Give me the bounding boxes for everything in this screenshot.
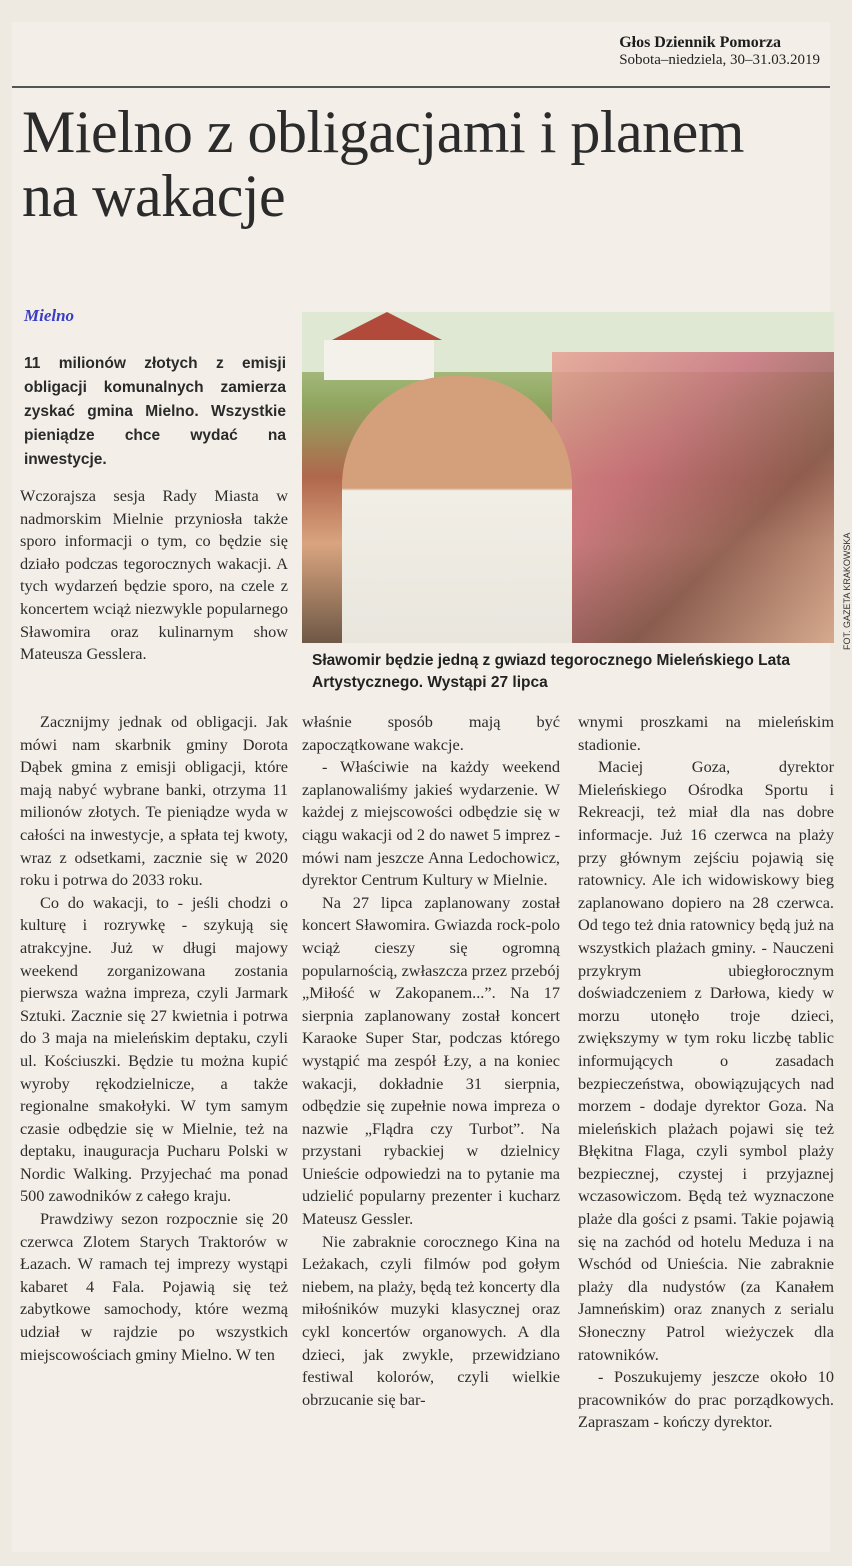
article-paragraph: Zacznijmy jednak od obligacji. Jak mówi nam skarbnik gminy Dorota Dąbek gmina z emisji obligacji, które mają nabyć wybrane banki, otrzyma 11 milionów złotych. Te pieniądze wyda w całości na inwestycje, a spłata tej kwoty, wraz z odsetkami, zacznie się w 2020 roku i potrwa do 2033 roku. [20,712,288,890]
photo-house-roof [332,312,442,340]
photo-credit: FOT. GAZETA KRAKOWSKA [842,532,852,650]
column-1-intro [20,485,288,666]
article-paragraph: Nie zabraknie corocznego Kina na Leżakach, czyli filmów pod gołym niebem, na plaży, będą też koncerty dla miłośników muzyki klasycznej oraz cykl koncertów organowych. A dla dzieci, jak zwykle, przewidziano festiwal kolorów, czyli wielkie obrzucanie się bar- [302,1231,560,1409]
article-paragraph: właśnie sposób mają być zapoczątkowane wakcje. [302,712,560,754]
photo-house [324,340,434,380]
issue-date: Sobota–niedziela, 30–31.03.2019 [619,52,820,68]
article-paragraph: Wczorajsza sesja Rady Miasta w nadmorskim Mielnie przyniosła także sporo informacji o tym, co będzie się działo podczas tegorocznych wakacji. A tych wydarzeń będzie sporo, na czele z koncertem wciąż niezwykle popularnego Sławomira oraz kulinarnym show Mateusza Gesslera. [20,486,288,664]
column-1 [20,711,288,1366]
article-paragraph: Prawdziwy sezon rozpocznie się 20 czerwca Zlotem Starych Traktorów w Łazach. W ramach tej imprezy wystąpi kabaret 4 Fala. Pojawią się też zabytkowe samochody, które wezmą udział w rajdzie po wszystkich miejscowościach gminy Mielno. W ten [20,1209,288,1364]
column-3 [578,711,834,1434]
photo-caption: Sławomir będzie jedną z gwiazd tegorocznego Mieleńskiego Lata Artystycznego. Wystąpi 27 lipca [312,652,791,691]
newspaper-name: Głos Dziennik Pomorza [619,34,781,51]
article-paragraph: Co do wakacji, to - jeśli chodzi o kulturę i rozrywkę - szykują się atrakcyjne. Już w długi majowy weekend zorganizowana zostania pierwsza ważna impreza, czyli Jarmark Sztuki. Zacznie się 27 kwietnia i potrwa do 3 maja na mieleńskim deptaku, czyli ul. Kościuszki. Będzie tu można kupić wyroby rękodzielnicze, a także regionalne smakołyki. W tym samym czasie odbędzie się w Mielnie, też na deptaku, inauguracja Pucharu Polski w Nordic Walking. Przyjechać ma ponad 500 zawodników z całego kraju. [20,892,288,1206]
headline: Mielno z obligacjami i planem na wakacje [22,99,744,229]
concert-photo [302,312,834,643]
article-paragraph: Maciej Goza, dyrektor Mieleńskiego Ośrodka Sportu i Rekreacji, też miał dla nas dobre informacje. Już 16 czerwca na plaży przy głównym zejściu pojawią się ratownicy. Ale ich widowiskowy bieg zaplanowano dopiero na 28 czerwca. Od tego też dnia ratownicy będą już na wszystkich plażach gminy. - Nauczeni przykrym ubiegłorocznym doświadczeniem z Darłowa, kiedy w morzu utonęło troje dzieci, zwiększymy w tym roku liczbę tablic informujących o zasadach bezpieczeństwa, obowiązujących nad morzem - dodaje dyrektor Goza. Na mieleńskich plażach pojawi się też Błękitna Flaga, czyli symbol plaży bezpiecznej, czystej i przyjaznej wczasowiczom. Będą też wyznaczone plaże dla gości z psami. Takie pojawią się na zachód od hotelu Meduza i na Wschód od Unieścia. Nie zabraknie plaży dla nudystów (za Kanałem Jamneńskim) oraz znanych z serialu Słoneczny Patrol wieżyczek dla ratowników. [578,757,834,1364]
location-tag: Mielno [24,306,75,325]
article-paragraph: Na 27 lipca zaplanowany został koncert Sławomira. Gwiazda rock-polo wciąż cieszy się ogromną popularnością, zwłaszcza przez przebój „Miłość w Zakopanem...”. Na 17 sierpnia zaplanowany został koncert Karaoke Super Star, podczas którego wystąpić ma zespół Łzy, a na koniec wakacji, dokładnie 31 sierpnia, odbędzie się zupełnie nowa impreza o nazwie „Flądra czy Turbot”. Na przystani rybackiej w dzielnicy Unieście odpowiedzi na to pytanie ma udzielić popularny prezenter i kucharz Mateusz Gessler. [302,892,560,1229]
photo-singer [342,376,572,643]
article-paragraph: wnymi proszkami na mieleńskim stadionie. [578,712,834,754]
article-paragraph: - Właściwie na każdy weekend zaplanowaliśmy jakieś wydarzenie. W każdej z miejscowości odbędzie się w ciągu wakacji od 2 do nawet 5 imprez - mówi nam jeszcze Anna Ledochowicz, dyrektor Centrum Kultury w Mielnie. [302,757,560,890]
column-2 [302,711,560,1411]
masthead [619,34,820,69]
lead-paragraph: 11 milionów złotych z emisji obligacji komunalnych zamierza zyskać gmina Mielno. Wszystkie pieniądze chce wydać na inwestycje. [24,355,286,468]
masthead-rule [12,86,830,88]
article-paragraph: - Poszukujemy jeszcze około 10 pracowników do prac porządkowych. Zapraszam - kończy dyrektor. [578,1367,834,1432]
photo-crowd [552,352,834,643]
